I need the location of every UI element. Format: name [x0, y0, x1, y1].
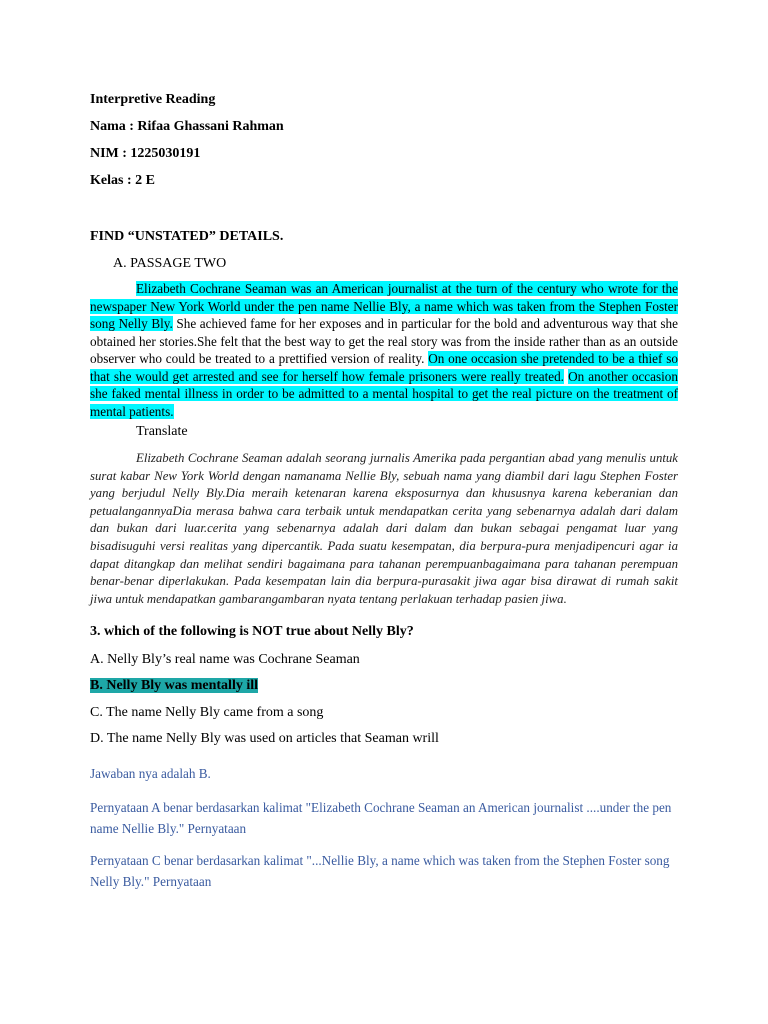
student-class: Kelas : 2 E — [90, 173, 155, 188]
option-b-text: B. Nelly Bly was mentally ill — [90, 678, 258, 693]
option-d: D. The name Nelly Bly was used on articles that Seaman wrill — [90, 731, 439, 746]
passage-highlight-3: On another occasion she faked mental illness in order to be admitted to a mental hospital to get the real picture on the treatment of mental patients. — [90, 368, 678, 419]
question-text: 3. which of the following is NOT true about Nelly Bly? — [90, 624, 414, 639]
translation-paragraph: Elizabeth Cochrane Seaman adalah seorang jurnalis Amerika pada pergantian abad yang menulis untuk surat kabar New York World dengan namanama Nellie Bly, sebuah nama yang diambil dari lagu Stephen Foster yang berjudul Nelly Bly.Dia meraih ketenaran karena eksposurnya dan khususnya karena keberanian dan petualangannyaDia merasa bahwa cara terbaik untuk mendapatkan cerita yang sebenarnya adalah dari dalam dan bukan dari luar.cerita yang sebenarnya adalah dari dalam dan bukan sebagai pengamat luar yang bisadisuguhi versi realitas yang dipercantik. Pada suatu kesempatan, dia berpura-pura menjadipencuri agar ia dapat ditangkap dan melihat sendiri bagaimana para tahanan perempuanbagaimana para tahanan perempuan benar-benar diperlakukan. Pada kesempatan lain dia berpura-purasakit jiwa agar bisa dirawat di rumah sakit jiwa untuk mendapatkan gambarangambaran nyata tentang perlakuan terhadap pasien jiwa. — [90, 451, 678, 606]
translate-label: Translate — [136, 424, 188, 439]
explanation-c: Pernyataan C benar berdasarkan kalimat "...Nellie Bly, a name which was taken from the Stephen Foster song Nelly Bly." Pernyataan — [90, 853, 670, 889]
passage-paragraph — [90, 280, 678, 420]
option-a: A. Nelly Bly’s real name was Cochrane Seaman — [90, 652, 360, 667]
subject-heading: Interpretive Reading — [90, 92, 216, 107]
student-nim: NIM : 1225030191 — [90, 146, 201, 161]
passage-label: A. PASSAGE TWO — [113, 256, 227, 271]
explanation-a: Pernyataan A benar berdasarkan kalimat "Elizabeth Cochrane Seaman an American journalist ....under the pen name Nellie Bly." Pernyataan — [90, 800, 672, 836]
passage-text-1: She achieved fame for her exposes and in particular for the bold and adventurous way that she obtained her stories.She felt that the best way to get the real story was from the inside rather than as an outside observer who could be treated to a prettified version of reality. — [90, 316, 678, 366]
answer-line: Jawaban nya adalah B. — [90, 766, 211, 781]
passage-highlight-2: On one occasion she pretended to be a thief so that she would get arrested and see for herself how female prisoners were really treated. — [90, 351, 678, 384]
student-name: Nama : Rifaa Ghassani Rahman — [90, 119, 284, 134]
option-b — [90, 678, 258, 694]
section-title: FIND “UNSTATED” DETAILS. — [90, 229, 284, 244]
option-c: C. The name Nelly Bly came from a song — [90, 705, 324, 720]
passage-highlight-1: Elizabeth Cochrane Seaman was an American journalist at the turn of the century who wrote for the newspaper New York World under the pen name Nellie Bly, a name which was taken from the Stephen Foster song Nelly Bly. — [90, 281, 678, 331]
